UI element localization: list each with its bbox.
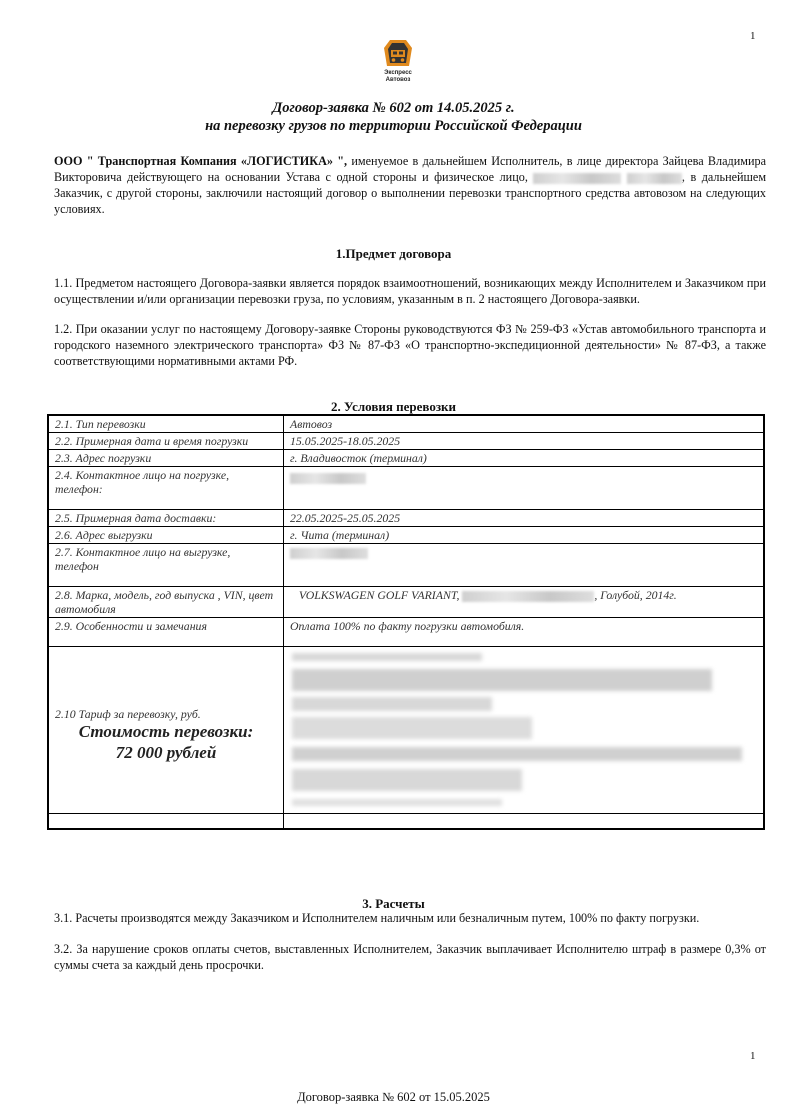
row-value: 22.05.2025-25.05.2025 (284, 510, 765, 527)
row-value: г. Чита (терминал) (284, 527, 765, 544)
section-1-heading: 1.Предмет договора (335, 246, 452, 261)
document-subtitle: на перевозку грузов по территории Российской Федерации (205, 118, 582, 134)
row-value (284, 544, 765, 587)
section-1-paragraph-2: 1.2. При оказании услуг по настоящему Договору-заявке Стороны руководствуются ФЗ № 259-ФЗ «Устав автомобильного транспорта и городского наземного электрического транспорта» ФЗ № 87-ФЗ «О транспортно-экспедиционной деятельности» № 87-ФЗ, а также соответствующими нормативными актами РФ. (54, 322, 766, 368)
logo-text-line2: Автовоз (385, 77, 411, 83)
car-model: VOLKSWAGEN GOLF VARIANT, (298, 588, 460, 602)
table-row (48, 618, 764, 647)
table-row (48, 647, 764, 814)
redacted-line (292, 747, 742, 761)
row-label: 2.6. Адрес выгрузки (48, 527, 284, 544)
intro-text-1: именуемое в дальнейшем Исполнитель, в лице директора Зайцева Владимира Викторовича действующего на основании Устава с одной стороны и физическое лицо, (54, 154, 766, 184)
contractor-name: ООО " Транспортная Компания «ЛОГИСТИКА» ", (54, 154, 348, 168)
row-label: 2.8. Марка, модель, год выпуска , VIN, цвет автомобиля (48, 587, 284, 618)
redacted-customer-name (533, 173, 621, 184)
row-label: 2.7. Контактное лицо на выгрузке, телефон (48, 544, 284, 587)
section-2-heading: 2. Условия перевозки (330, 399, 457, 414)
section-3-paragraph-1: 3.1. Расчеты производятся между Заказчиком и Исполнителем наличным или безналичным путем, 100% по факту погрузки. (54, 911, 700, 925)
truck-logo-icon (381, 36, 415, 70)
company-logo (378, 36, 418, 92)
section-3-heading: 3. Расчеты (362, 896, 425, 911)
row-label: 2.9. Особенности и замечания (48, 618, 284, 647)
empty-cell (284, 814, 765, 830)
redacted-vin (462, 591, 594, 602)
redacted-line (292, 697, 492, 711)
page-number-bottom: 1 (750, 1050, 756, 1062)
car-color-year: , Голубой, 2014г. (594, 588, 677, 602)
redacted-line (292, 769, 522, 791)
redacted-line (292, 717, 532, 739)
intro-paragraph (54, 153, 766, 217)
table-row (48, 415, 764, 433)
page-number-top: 1 (750, 30, 756, 42)
row-value: 15.05.2025-18.05.2025 (284, 433, 765, 450)
row-value (284, 467, 765, 510)
redacted-line (292, 669, 712, 691)
redacted-unloading-contact (290, 548, 368, 559)
table-row (48, 814, 764, 830)
row-label: 2.3. Адрес погрузки (48, 450, 284, 467)
intro-text-2: , в дальнейшем Заказчик, с другой стороны, заключили настоящий договор о выполнении перевозки транспортного средства автовозом на следующих условиях. (54, 170, 767, 216)
table-row (48, 433, 764, 450)
redacted-line (292, 653, 482, 661)
redacted-line (292, 799, 502, 806)
row-label: 2.2. Примерная дата и время погрузки (48, 433, 284, 450)
conditions-table (47, 414, 765, 830)
row-label: 2.5. Примерная дата доставки: (48, 510, 284, 527)
table-row (48, 450, 764, 467)
document-title: Договор-заявка № 602 от 14.05.2025 г. (272, 100, 515, 116)
row-label: 2.4. Контактное лицо на погрузке, телефон: (48, 467, 284, 510)
row-value (284, 587, 765, 618)
table-row (48, 544, 764, 587)
redacted-customer-name-2 (627, 173, 682, 184)
table-row (48, 467, 764, 510)
footer-text: Договор-заявка № 602 от 15.05.2025 (297, 1090, 490, 1104)
tariff-amount-value: 72 000 рублей (115, 743, 217, 762)
logo-text-line1: Экспресс (384, 70, 412, 76)
row-value: Автовоз (284, 415, 765, 433)
row-value: г. Владивосток (терминал) (284, 450, 765, 467)
row-label: 2.1. Тип перевозки (48, 415, 284, 433)
section-3-paragraph-2: 3.2. За нарушение сроков оплаты счетов, выставленных Исполнителем, Заказчик выплачивает Исполнителю штраф в размере 0,3% от суммы счета за каждый день просрочки. (54, 942, 766, 972)
row-value: Оплата 100% по факту погрузки автомобиля. (284, 618, 765, 647)
section-1-paragraph-1: 1.1. Предметом настоящего Договора-заявки является порядок взаимоотношений, возникающих между Исполнителем и Заказчиком при осуществлении и/или организации перевозки груза, по условиям, указанным в п. 2 настоящего Договора-заявки. (54, 276, 766, 306)
tariff-label: 2.10 Тариф за перевозку, руб. (55, 707, 201, 721)
empty-cell (48, 814, 284, 830)
table-row (48, 527, 764, 544)
table-row (48, 510, 764, 527)
tariff-amount-title: Стоимость перевозки: (78, 722, 254, 741)
redacted-loading-contact (290, 473, 366, 484)
tariff-cell (48, 647, 284, 814)
redacted-requisites-cell (284, 647, 765, 814)
table-row (48, 587, 764, 618)
